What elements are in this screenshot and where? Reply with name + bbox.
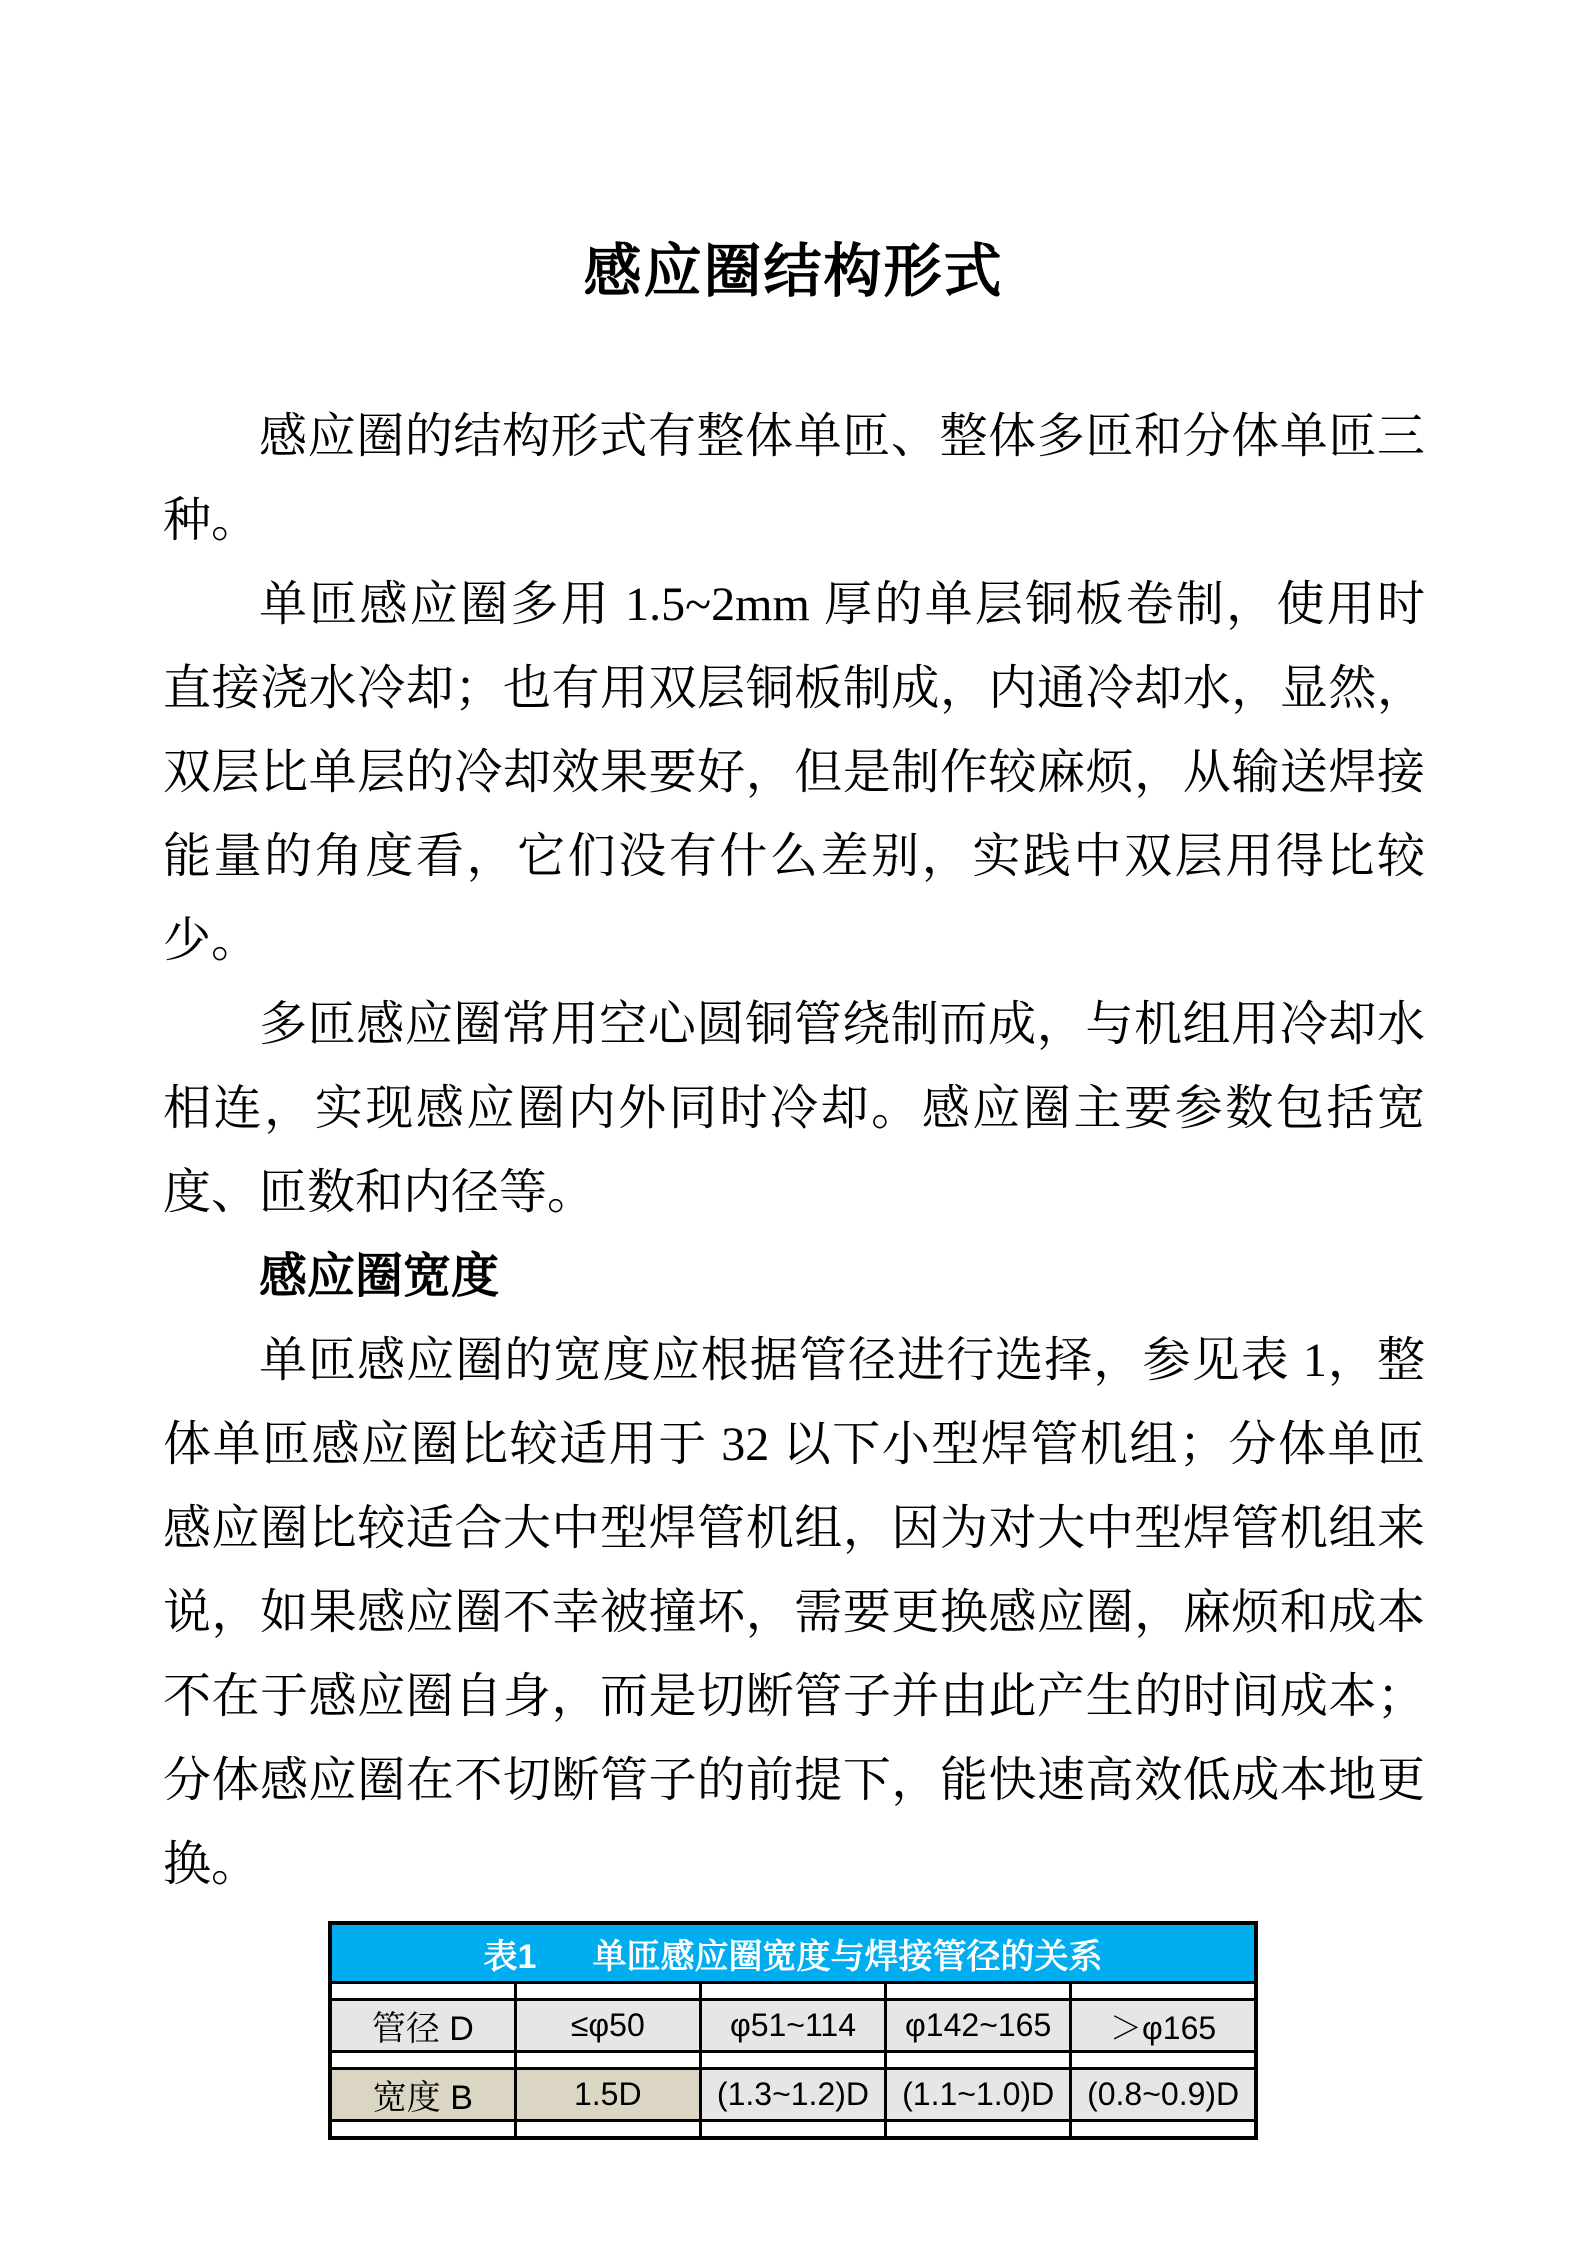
spacer-cell xyxy=(700,2052,885,2069)
paragraph: 单匝感应圈多用 1.5~2mm 厚的单层铜板卷制，使用时直接浇水冷却；也有用双层铜板制成，内通冷却水，显然，双层比单层的冷却效果要好，但是制作较麻烦，从输送焊接能量的角度看，它们没有什么差别，实践中双层用得比较少。 xyxy=(163,578,1425,967)
spacer-row xyxy=(330,2052,1256,2069)
spacer-cell xyxy=(515,2121,700,2139)
table-cell: (1.1~1.0)D xyxy=(886,2069,1071,2121)
data-table xyxy=(328,1921,1258,2140)
spacer-row xyxy=(330,1983,1256,2000)
table-caption-row xyxy=(330,1923,1256,1983)
paragraph: 感应圈的结构形式有整体单匝、整体多匝和分体单匝三种。 xyxy=(163,410,1425,547)
table-cell: ≤φ50 xyxy=(515,2000,700,2052)
table-cell: φ51~114 xyxy=(700,2000,885,2052)
table-cell: 1.5D xyxy=(515,2069,700,2121)
spacer-cell xyxy=(886,1983,1071,2000)
spacer-cell xyxy=(700,2121,885,2139)
table-row-width xyxy=(330,2069,1256,2121)
spacer-cell xyxy=(886,2052,1071,2069)
spacer-cell xyxy=(700,1983,885,2000)
spacer-cell xyxy=(886,2121,1071,2139)
table-cell: φ142~165 xyxy=(886,2000,1071,2052)
table-cell: ＞φ165 xyxy=(1071,2000,1256,2052)
spacer-cell xyxy=(330,1983,515,2000)
table-row-header-cell: 管径 D xyxy=(330,2000,515,2052)
table-row-header-cell: 宽度 B xyxy=(330,2069,515,2121)
spacer-cell xyxy=(330,2052,515,2069)
spacer-cell xyxy=(330,2121,515,2139)
spacer-cell xyxy=(515,2052,700,2069)
spacer-cell xyxy=(1071,2052,1256,2069)
page-title: 感应圈结构形式 xyxy=(583,239,1004,304)
spacer-cell xyxy=(515,1983,700,2000)
table-row-diameter xyxy=(330,2000,1256,2052)
spacer-cell xyxy=(1071,2121,1256,2139)
table-caption xyxy=(330,1923,1256,1983)
paragraph: 单匝感应圈的宽度应根据管径进行选择，参见表 1，整体单匝感应圈比较适用于 32 以下小型焊管机组；分体单匝感应圈比较适合大中型焊管机组，因为对大中型焊管机组来说，如果感应圈不幸被撞坏，需要更换感应圈，麻烦和成本不在于感应圈自身，而是切断管子并由此产生的时间成本；分体感应圈在不切断管子的前提下，能快速高效低成本地更换。 xyxy=(163,1334,1425,1891)
spacer-row xyxy=(330,2121,1256,2139)
paragraph: 多匝感应圈常用空心圆铜管绕制而成，与机组用冷却水相连，实现感应圈内外同时冷却。感应圈主要参数包括宽度、匝数和内径等。 xyxy=(163,998,1425,1219)
table-caption-label: 表1 xyxy=(483,1937,537,1976)
subheading: 感应圈宽度 xyxy=(259,1250,500,1303)
table-cell: (1.3~1.2)D xyxy=(700,2069,885,2121)
spacer-cell xyxy=(1071,1983,1256,2000)
table-caption-title: 单匝感应圈宽度与焊接管径的关系 xyxy=(592,1937,1103,1976)
body-section xyxy=(163,395,1425,1907)
table-cell: (0.8~0.9)D xyxy=(1071,2069,1256,2121)
